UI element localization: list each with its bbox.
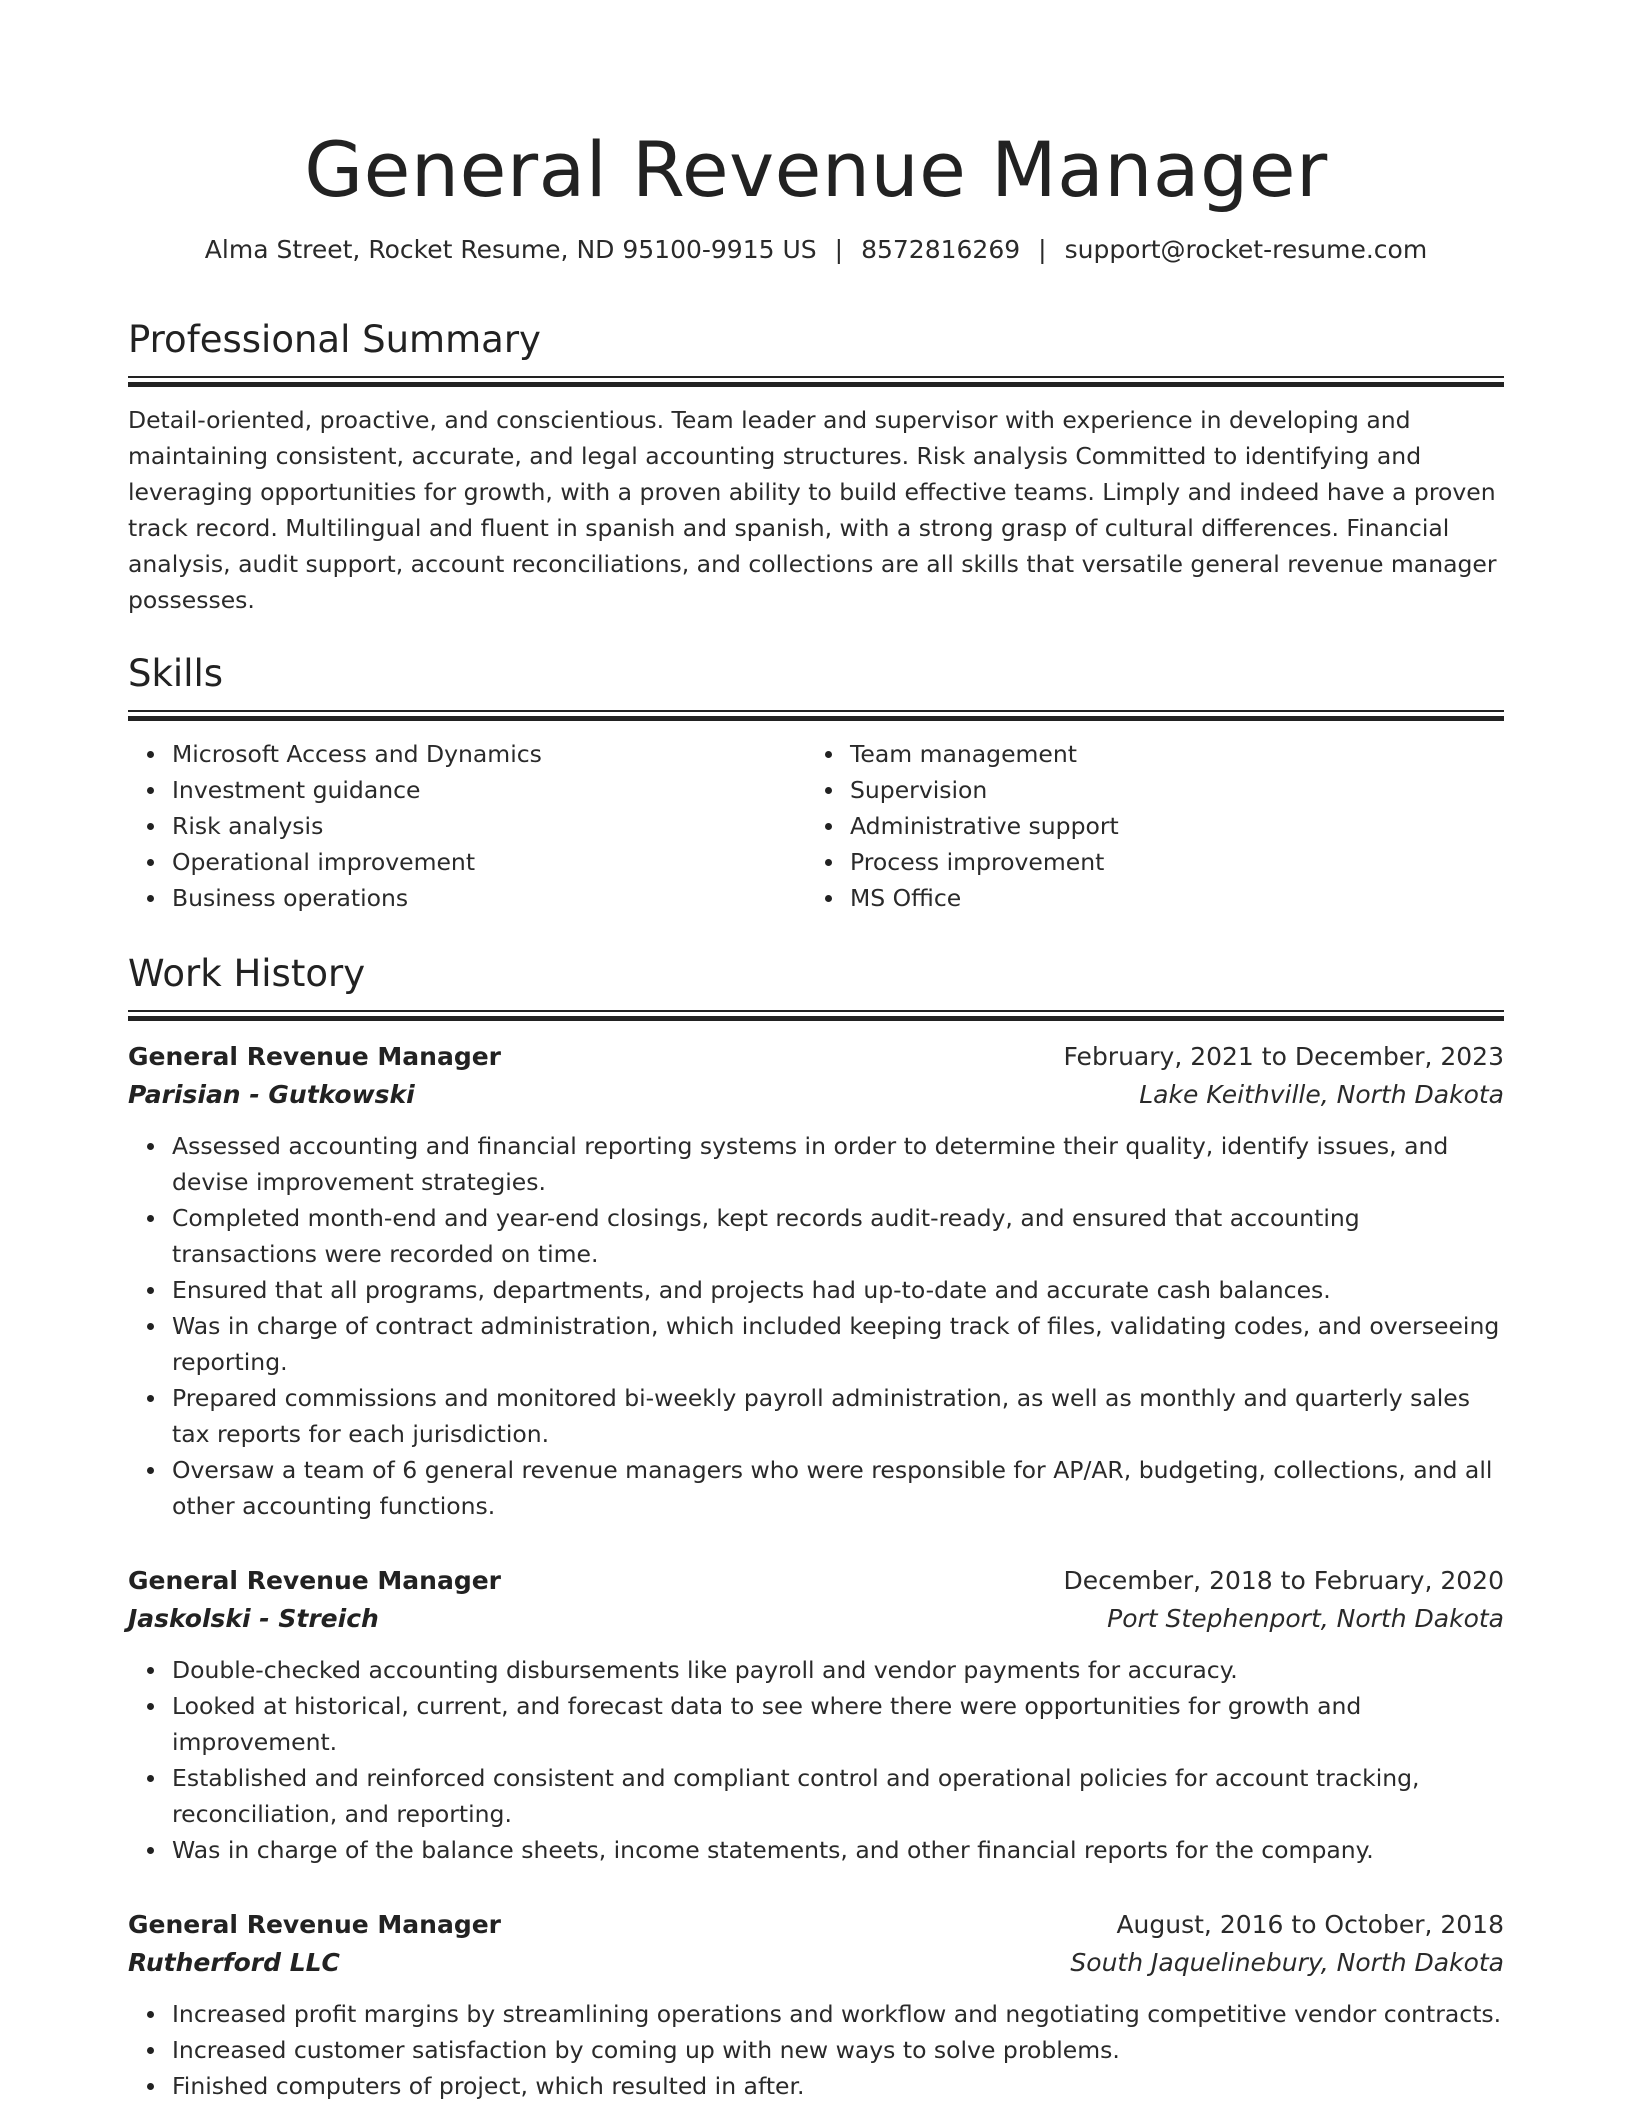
professional-summary-section [128,316,1504,618]
contact-line [128,232,1504,268]
skill-item: Investment guidance [172,772,806,808]
job-location: South Jaquelinebury, North Dakota [1070,1948,1504,1977]
skills-column-right [806,736,1484,916]
resume-page [128,0,1504,2104]
job-bullet: Double-checked accounting disbursements like payroll and vendor payments for accuracy. [172,1652,1504,1688]
section-divider [128,1010,1504,1020]
skills-columns [128,736,1504,916]
job-subheader-row [128,1076,1504,1114]
skill-item: Risk analysis [172,808,806,844]
skills-section [128,650,1504,916]
job-title: General Revenue Manager [128,1042,502,1071]
job-location: Lake Keithville, North Dakota [1139,1080,1504,1109]
skill-item: Supervision [850,772,1484,808]
job-company: Rutherford LLC [128,1948,340,1977]
contact-email: support@rocket-resume.com [1064,235,1428,264]
work-history-section [128,950,1504,2104]
job-location: Port Stephenport, North Dakota [1107,1604,1504,1633]
job-entry [128,1038,1504,1524]
contact-address: Alma Street, Rocket Resume, ND 95100-9915 US [204,235,817,264]
job-bullet: Established and reinforced consistent and compliant control and operational policies for account tracking, reconciliation, and reporting. [172,1760,1504,1832]
contact-separator: | [1038,235,1047,264]
skill-item: MS Office [850,880,1484,916]
job-bullet: Prepared commissions and monitored bi-weekly payroll administration, as well as monthly and quarterly sales tax reports for each jurisdiction. [172,1380,1504,1452]
resume-name: General Revenue Manager [304,125,1328,214]
contact-separator: | [834,235,844,264]
job-title: General Revenue Manager [128,1566,502,1595]
job-entry [128,1562,1504,1868]
job-bullet: Finished computers of project, which resulted in after. [172,2068,1504,2104]
job-subheader-row [128,1944,1504,1982]
job-dates: February, 2021 to December, 2023 [1063,1042,1504,1071]
section-title-skills: Skills [128,652,224,695]
job-bullet: Completed month-end and year-end closings, kept records audit-ready, and ensured that accounting transactions were recorded on time. [172,1200,1504,1272]
skill-item: Microsoft Access and Dynamics [172,736,806,772]
job-bullet: Oversaw a team of 6 general revenue managers who were responsible for AP/AR, budgeting, collections, and all other accounting functions. [172,1452,1504,1524]
job-title: General Revenue Manager [128,1910,502,1939]
job-bullet: Ensured that all programs, departments, and projects had up-to-date and accurate cash balances. [172,1272,1504,1308]
job-dates: December, 2018 to February, 2020 [1063,1566,1504,1595]
section-title-work: Work History [128,952,366,995]
job-bullet: Was in charge of contract administration, which included keeping track of files, validating codes, and overseeing reporting. [172,1308,1504,1380]
job-bullet: Assessed accounting and financial reporting systems in order to determine their quality, identify issues, and devise improvement strategies. [172,1128,1504,1200]
job-header-row [128,1562,1504,1600]
section-title-summary: Professional Summary [128,318,541,361]
job-header-row [128,1906,1504,1944]
job-bullet: Increased customer satisfaction by coming up with new ways to solve problems. [172,2032,1504,2068]
job-bullets [128,1996,1504,2104]
skill-item: Team management [850,736,1484,772]
job-subheader-row [128,1600,1504,1638]
job-bullets [128,1128,1504,1524]
contact-phone: 8572816269 [861,235,1021,264]
skill-item: Process improvement [850,844,1484,880]
summary-text: Detail-oriented, proactive, and conscientious. Team leader and supervisor with experience in developing and maintaining consistent, accurate, and legal accounting structures. Risk analysis Committed to identifying and leveraging opportunities for growth, with a proven ability to build effective teams. Limply and indeed have a proven track record. Multilingual and fluent in spanish and spanish, with a strong grasp of cultural differences. Financial analysis, audit support, account reconciliations, and collections are all skills that versatile general revenue manager possesses. [128,406,1497,614]
job-bullet: Increased profit margins by streamlining operations and workflow and negotiating competitive vendor contracts. [172,1996,1504,2032]
skill-item: Operational improvement [172,844,806,880]
job-header-row [128,1038,1504,1076]
job-company: Jaskolski - Streich [128,1604,379,1633]
skill-item: Administrative support [850,808,1484,844]
section-divider [128,710,1504,720]
job-entry [128,1906,1504,2104]
job-dates: August, 2016 to October, 2018 [1116,1910,1504,1939]
job-bullet: Looked at historical, current, and forecast data to see where there were opportunities for growth and improvement. [172,1688,1504,1760]
section-divider [128,376,1504,386]
job-bullets [128,1652,1504,1868]
skills-column-left [128,736,806,916]
job-bullet: Was in charge of the balance sheets, income statements, and other financial reports for the company. [172,1832,1504,1868]
skill-item: Business operations [172,880,806,916]
job-company: Parisian - Gutkowski [128,1080,415,1109]
